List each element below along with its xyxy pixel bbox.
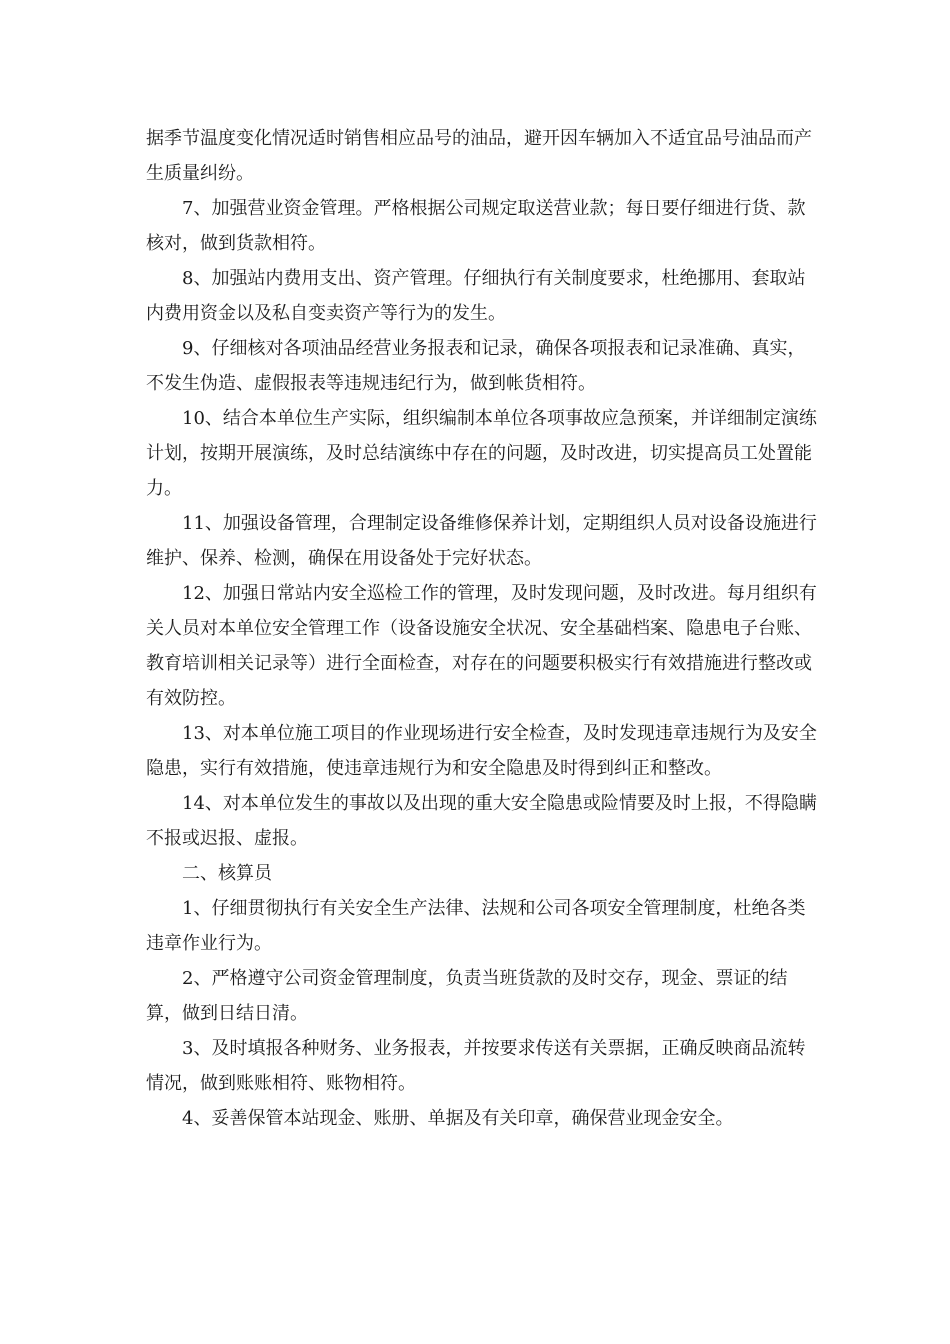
paragraph-item-11: 11、加强设备管理，合理制定设备维修保养计划，定期组织人员对设备设施进行维护、保养、检测，确保在用设备处于完好状态。 bbox=[146, 513, 817, 569]
paragraph-item-8: 8、加强站内费用支出、资产管理。仔细执行有关制度要求，杜绝挪用、套取站内费用资金以及私自变卖资产等行为的发生。 bbox=[146, 268, 806, 324]
accountant-item-1: 1、仔细贯彻执行有关安全生产法律、法规和公司各项安全管理制度，杜绝各类违章作业行为。 bbox=[146, 898, 806, 954]
accountant-item-2: 2、严格遵守公司资金管理制度，负责当班货款的及时交存，现金、票证的结算，做到日结日清。 bbox=[146, 968, 788, 1024]
document-body bbox=[146, 121, 818, 1136]
paragraph-item-10: 10、结合本单位生产实际，组织编制本单位各项事故应急预案，并详细制定演练计划，按期开展演练，及时总结演练中存在的问题，及时改进，切实提高员工处置能力。 bbox=[146, 408, 817, 499]
paragraph-item-9: 9、仔细核对各项油品经营业务报表和记录，确保各项报表和记录准确、真实，不发生伪造、虚假报表等违规违纪行为，做到帐货相符。 bbox=[146, 338, 806, 394]
paragraph-item-13: 13、对本单位施工项目的作业现场进行安全检查，及时发现违章违规行为及安全隐患，实行有效措施，使违章违规行为和安全隐患及时得到纠正和整改。 bbox=[146, 723, 817, 779]
paragraph-item-12: 12、加强日常站内安全巡检工作的管理，及时发现问题，及时改进。每月组织有关人员对本单位安全管理工作（设备设施安全状况、安全基础档案、隐患电子台账、教育培训相关记录等）进行全面检查，对存在的问题要积极实行有效措施进行整改或有效防控。 bbox=[146, 583, 817, 709]
paragraph-item-14: 14、对本单位发生的事故以及出现的重大安全隐患或险情要及时上报，不得隐瞒不报或迟报、虚报。 bbox=[146, 793, 817, 849]
paragraph-continuation: 据季节温度变化情况适时销售相应品号的油品，避开因车辆加入不适宜品号油品而产生质量纠纷。 bbox=[146, 128, 812, 184]
paragraph-item-7: 7、加强营业资金管理。严格根据公司规定取送营业款；每日要仔细进行货、款核对，做到货款相符。 bbox=[146, 198, 806, 254]
section-heading-accountant: 二、核算员 bbox=[182, 863, 272, 884]
accountant-item-3: 3、及时填报各种财务、业务报表，并按要求传送有关票据，正确反映商品流转情况，做到账账相符、账物相符。 bbox=[146, 1038, 806, 1094]
accountant-item-4: 4、妥善保管本站现金、账册、单据及有关印章，确保营业现金安全。 bbox=[182, 1108, 734, 1129]
